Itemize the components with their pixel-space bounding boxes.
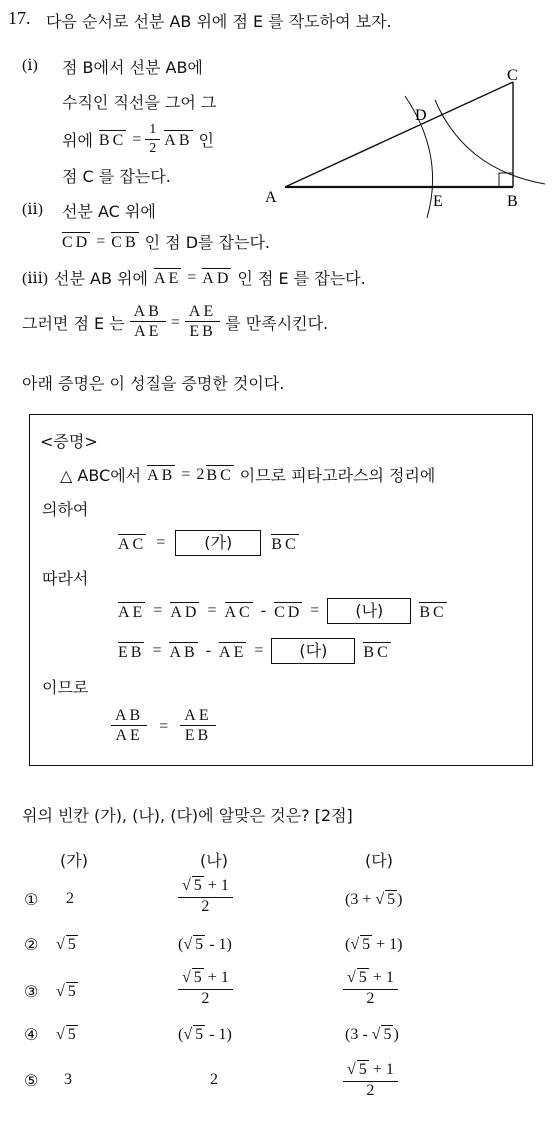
blank-na: (나): [327, 598, 411, 624]
choice-5-label[interactable]: ⑤: [24, 1071, 39, 1090]
step3-ad: AD: [202, 270, 232, 287]
sqrt-sign: √: [371, 1026, 381, 1043]
choice-1-na: [178, 876, 233, 916]
sqrt-sign: √: [56, 1026, 65, 1043]
blank-da: (다): [271, 638, 355, 664]
radicand: 5: [67, 983, 76, 1000]
label-e: E: [433, 193, 443, 210]
concl-frac2: [187, 304, 218, 341]
step2-cd: CD: [62, 234, 91, 251]
lparen: (: [178, 936, 184, 953]
rparen: ): [393, 1026, 399, 1043]
proof-cd: CD: [274, 603, 303, 621]
choice-4-na: [178, 1025, 232, 1044]
proof-line1-post: 이므로 피타고라스의 정리에: [239, 466, 436, 485]
choice-5-da: [343, 1060, 398, 1100]
proof-line2: 의하여: [42, 500, 89, 519]
label-a: A: [265, 189, 277, 206]
step1-label: (ⅰ): [22, 57, 38, 74]
radicand: 5: [358, 969, 367, 986]
proof-eb-line: [118, 638, 391, 664]
sqrt-sign: √: [182, 877, 191, 894]
radicand: 5: [383, 1026, 392, 1043]
proof-final-eq: =: [159, 717, 169, 735]
proof-ae2: AE: [219, 643, 247, 661]
rparen: ): [397, 891, 403, 908]
denominator: 2: [178, 897, 233, 916]
choice-1-label[interactable]: ①: [24, 890, 39, 909]
proof-eb-bc: BC: [363, 643, 391, 661]
problem-stem: 다음 순서로 선분 AB 위에 점 E 를 작도하여 보자.: [46, 12, 392, 31]
segment-ac: [285, 82, 513, 187]
step1-post: 인: [198, 131, 214, 150]
concl-pre: 그러면 점 E 는: [22, 314, 125, 333]
step1-pre: 위에: [62, 131, 93, 150]
rparen: ): [226, 936, 232, 953]
choice-1-ga: 2: [66, 890, 74, 907]
plus: +: [207, 877, 217, 894]
step3-post: 인 점 E 를 잡는다.: [237, 269, 366, 288]
proof-final-num2: AE: [184, 707, 212, 724]
proof-final-den2: EB: [180, 725, 215, 745]
lparen: (: [345, 891, 351, 908]
choice-3-label[interactable]: ③: [24, 982, 39, 1001]
radicand: 5: [387, 891, 396, 908]
three: 3: [350, 891, 359, 908]
concl-eq: =: [170, 313, 180, 331]
radicand: 5: [193, 969, 202, 986]
one: 1: [389, 936, 398, 953]
one: 1: [385, 969, 394, 986]
proof-line1: [60, 463, 435, 486]
step3-eq: =: [187, 268, 197, 286]
proof-line1-bc: BC: [206, 467, 234, 484]
lparen: (: [178, 1026, 184, 1043]
sqrt-sign: √: [56, 936, 65, 953]
step3-pre: 선분 AB 위에: [54, 269, 148, 288]
step3-label: (ⅲ): [22, 269, 49, 287]
proof-ae: AE: [118, 603, 146, 621]
header-ga: (가): [60, 851, 88, 870]
step2-label: (ⅱ): [22, 201, 43, 218]
proof-ae-eq1: =: [153, 602, 163, 619]
step1-half-num: 1: [149, 122, 157, 137]
minus: -: [362, 1026, 368, 1043]
concl-frac1: [132, 304, 164, 341]
sqrt-sign: √: [183, 936, 193, 953]
radicand: 5: [358, 1061, 367, 1078]
proof-line1-ab: AB: [147, 467, 176, 484]
proof-intro: 아래 증명은 이 성질을 증명한 것이다.: [22, 374, 285, 393]
proof-final-den1: AE: [111, 725, 147, 745]
choice-3-da: [343, 968, 398, 1008]
rparen: ): [397, 936, 403, 953]
concl-den2: EB: [185, 321, 220, 341]
proof-ac2: AC: [224, 603, 253, 621]
step2-line2: [62, 230, 270, 253]
concl-num2: AE: [188, 303, 217, 320]
proof-eb: EB: [118, 643, 145, 661]
step3-line: [22, 266, 366, 289]
denominator: 2: [343, 1081, 398, 1100]
step1-line2: 수직인 직선을 그어 그: [62, 93, 217, 112]
proof-ae-bc: BC: [419, 603, 447, 621]
radicand: 5: [195, 1026, 204, 1043]
radicand: 5: [362, 936, 371, 953]
choice-5-ga: 3: [64, 1071, 72, 1088]
proof-ac-bc: BC: [271, 535, 299, 553]
sqrt-sign: √: [347, 969, 356, 986]
rparen: ): [226, 1026, 232, 1043]
choice-1-da: [345, 890, 402, 909]
proof-eb-eq1: =: [152, 642, 162, 659]
three: 3: [350, 1026, 359, 1043]
header-na: (나): [200, 851, 228, 870]
choice-2-ga: [56, 935, 78, 954]
step1-half: [147, 122, 158, 157]
step1-half-den: 2: [145, 139, 160, 157]
minus: -: [209, 936, 215, 953]
proof-ae-eq3: =: [310, 602, 320, 619]
radicand: 5: [67, 1026, 76, 1043]
one: 1: [220, 969, 229, 986]
one: 1: [218, 1026, 227, 1043]
label-d: D: [415, 107, 427, 124]
construction-figure: [255, 60, 555, 220]
minus: -: [209, 1026, 215, 1043]
proof-final-frac2: [182, 708, 213, 745]
sqrt-sign: √: [182, 969, 191, 986]
choice-4-label[interactable]: ④: [24, 1025, 39, 1044]
proof-ae-eq2: =: [207, 602, 217, 619]
proof-eb-minus: -: [205, 642, 212, 659]
step2-post: 인 점 D를 잡는다.: [144, 233, 271, 252]
lparen: (: [345, 1026, 351, 1043]
concl-num1: AB: [133, 303, 162, 320]
choice-3-na: [178, 968, 233, 1008]
choice-4-ga: [56, 1025, 78, 1044]
proof-eb-eq2: =: [254, 642, 264, 659]
label-c: C: [507, 67, 518, 84]
concl-post: 를 만족시킨다.: [225, 314, 329, 333]
plus: +: [376, 936, 386, 953]
proof-final-frac1: [113, 708, 145, 745]
plus: +: [207, 969, 217, 986]
proof-final-num1: AB: [115, 707, 144, 724]
concl-den1: AE: [130, 321, 166, 341]
label-b: B: [507, 193, 518, 210]
step1-bc: BC: [98, 132, 127, 149]
denominator: 2: [178, 989, 233, 1008]
radicand: 5: [67, 936, 76, 953]
step2-eq: =: [96, 232, 106, 250]
proof-therefore: 따라서: [42, 569, 89, 588]
one: 1: [218, 936, 227, 953]
one: 1: [385, 1061, 394, 1078]
sqrt-sign: √: [347, 1061, 356, 1078]
radicand: 5: [193, 877, 202, 894]
step1-line1: 점 B에서 선분 AB에: [62, 58, 203, 77]
problem-number: 17.: [8, 8, 31, 28]
choice-3-ga: [56, 982, 78, 1001]
denominator: 2: [343, 989, 398, 1008]
plus: +: [372, 969, 382, 986]
plus: +: [362, 891, 372, 908]
step1-line3: [62, 122, 214, 157]
proof-line1-pre: △ ABC에서: [60, 466, 142, 485]
sqrt-sign: √: [56, 983, 65, 1000]
proof-line1-eq: =: [181, 465, 191, 483]
radicand: 5: [195, 936, 204, 953]
proof-ac-line: [118, 530, 299, 556]
choice-2-da: [345, 935, 402, 954]
step1-eq: =: [132, 130, 142, 148]
proof-line1-two: 2: [196, 465, 205, 483]
sqrt-sign: √: [183, 1026, 193, 1043]
proof-ae-line: [118, 598, 447, 624]
choice-2-na: [178, 935, 232, 954]
step2-line1: 선분 AC 위에: [62, 202, 156, 221]
proof-title: <증명>: [40, 432, 98, 451]
sqrt-sign: √: [375, 891, 385, 908]
proof-ac-eq: =: [156, 534, 166, 551]
proof-ae-minus: -: [260, 602, 267, 619]
question-text: 위의 빈칸 (가), (나), (다)에 알맞은 것은? [2점]: [22, 806, 353, 825]
proof-ad: AD: [170, 603, 200, 621]
proof-imeuro: 이므로: [42, 678, 89, 697]
plus: +: [372, 1061, 382, 1078]
choice-2-label[interactable]: ②: [24, 935, 39, 954]
proof-ac: AC: [118, 535, 147, 553]
arc-from-c: [435, 100, 545, 184]
conclusion-line: [22, 304, 328, 341]
step1-ab: AB: [164, 132, 193, 149]
blank-ga: (가): [175, 530, 261, 556]
proof-ab: AB: [169, 643, 198, 661]
one: 1: [220, 877, 229, 894]
header-da: (다): [365, 851, 393, 870]
choice-5-na: 2: [210, 1071, 218, 1088]
sqrt-sign: √: [350, 936, 360, 953]
proof-final: [113, 708, 214, 745]
step3-ae: AE: [153, 270, 182, 287]
lparen: (: [345, 936, 351, 953]
step1-line4: 점 C 를 잡는다.: [62, 167, 171, 186]
step2-cb: CB: [111, 234, 139, 251]
choice-4-da: [345, 1025, 399, 1044]
